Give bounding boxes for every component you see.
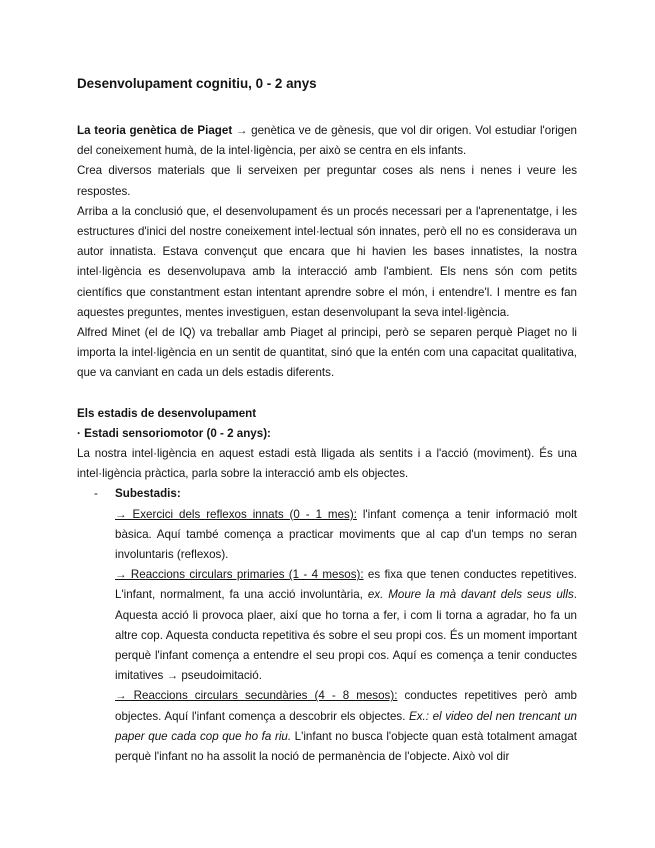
stage1-text: La nostra intel·ligència en aquest estadi està lligada als sentits i a l'acció (moviment). És una intel·ligència pràctica, parla sobre la interacció amb els objectes. [77,447,577,481]
substage-2-text-b: . Aquesta acció li provoca plaer, així que ho torna a fer, i com li torna a agradar, ho fa un altre cop. Aquesta conducta repetitiva és sobre el seu propi cos. És un moment important perquè l'infant comença a entendre el seu propi cos. Aquí es comença a tenir conductes imitatives → pseudoimitació. [115,588,577,683]
substage-item-3 [115,686,577,767]
substage-2-text-a: es fixa que tenen conductes repetitives. L'infant, normalment, fa una acció involuntària, [115,568,577,602]
substages-list [77,484,577,504]
document-title: Desenvolupament cognitiu, 0 - 2 anys [77,76,317,91]
substage-3-text-a: conductes repetitives però amb objectes. Aquí l'infant comença a descobrir els objectes. [115,689,577,723]
substage-item-2 [115,565,577,686]
substage-1-text: l'infant comença a tenir informació molt bàsica. Aquí també comença a practicar moviments que al cap d'un temps no seran involuntaris (reflexos). [115,507,577,562]
substage-item-1 [115,505,577,566]
stage1-heading: · Estadi sensoriomotor (0 - 2 anys): [77,426,271,440]
intro-paragraph-1 [77,121,577,161]
piaget-theory-heading: La teoria genètica de Piaget [77,124,233,137]
substage-2-example: ex. Moure la mà davant dels seus ulls [367,588,574,602]
substage-items [77,505,577,768]
substage-3-example: Ex.: el video del nen trencant un paper que cada cop que ho fa riu. [115,709,577,743]
intro-text: → genètica ve de gènesis, que vol dir origen. Vol estudiar l'origen del coneixement humà, de la intel·ligència, per això se centra en els infants. [77,124,577,158]
substage-1-title: → Exercici dels reflexos innats (0 - 1 mes): [115,507,357,521]
substage-3-text-b: L'infant no busca l'objecte quan està totalment amagat perquè l'infant no ha assolit la noció de permanència de l'objecte. Això vol dir [115,729,577,764]
stages-heading: Els estadis de desenvolupament [77,406,257,420]
substage-3-title: → Reaccions circulars secundàries (4 - 8 mesos): [115,689,398,703]
intro-paragraph-2: Crea diversos materials que li serveixen per preguntar coses als nens i nenes i veure les respostes. [77,164,577,198]
intro-paragraph-3: Arriba a la conclusió que, el desenvolupament és un procés necessari per a l'aprenentatge, i les estructures d'inici del nostre coneixement intel·lectual són innates, però ell no es considerava un autor innatista. Estava convençut que encara que hi havien les bases innatistes, la nostra intel·ligència es desenvolupava amb la interacció amb l'ambient. Els nens són com petits científics que constantment estan intentant aprendre sobre el món, i entendre'l. I mentre es fan aquestes preguntes, mentes investiguen, estan desenvolupant la seva intel·ligència. [77,204,577,319]
substage-2-title: → Reaccions circulars primaries (1 - 4 mesos): [115,568,364,582]
intro-paragraph-4: Alfred Minet (el de IQ) va treballar amb Piaget al principi, però se separen perquè Piaget no li importa la intel·ligència en un sentit de quantitat, sinó que la entén com una capacitat qualitativa, que va canviant en cada un dels estadis diferents. [77,326,577,380]
substages-label: Subestadis: [115,487,181,501]
bullet-dash: - [94,487,98,501]
